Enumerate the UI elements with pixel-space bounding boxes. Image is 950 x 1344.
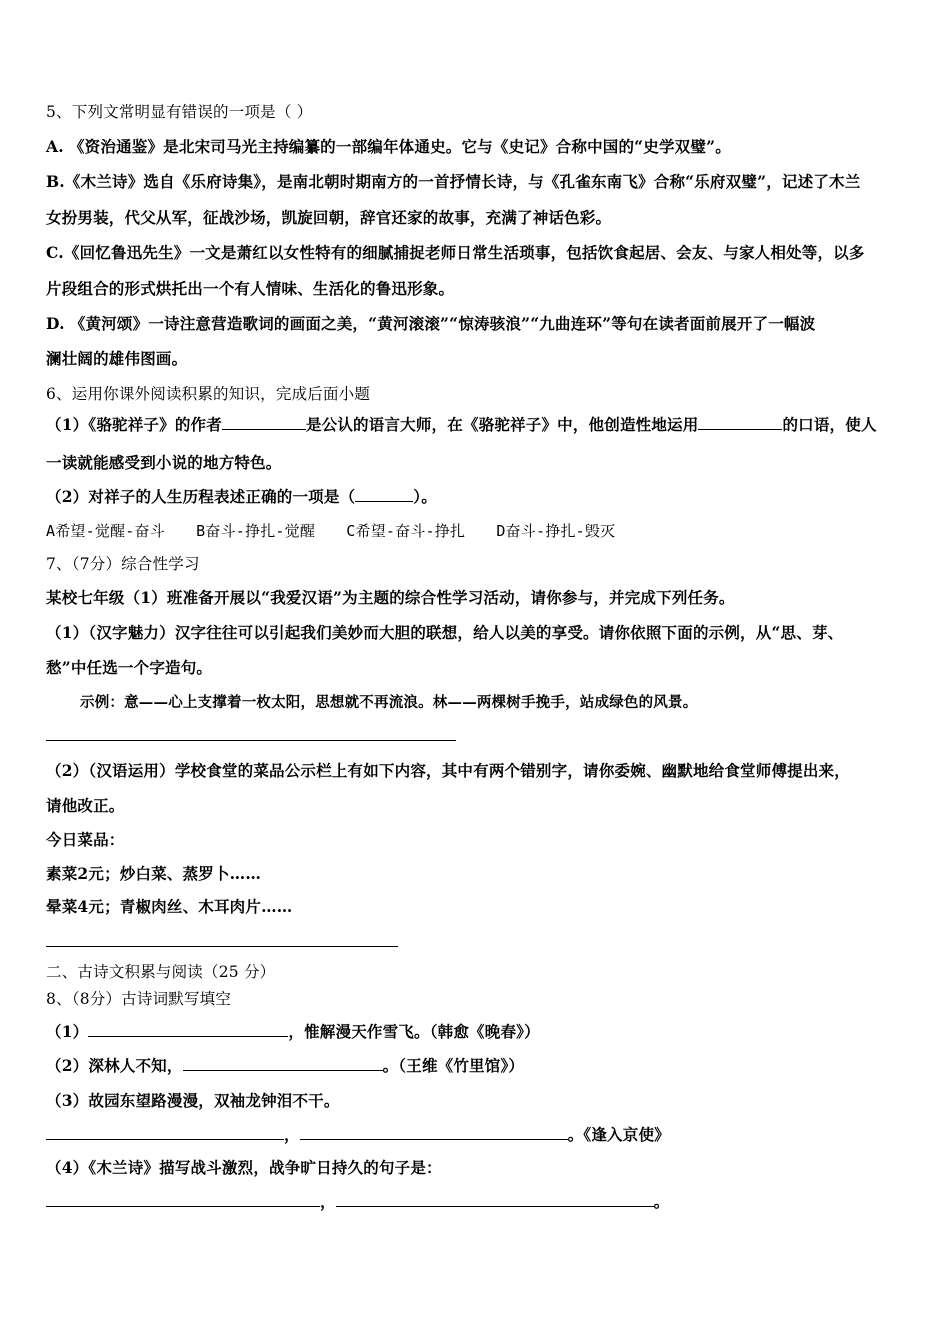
q7-stem: 7、（7分）综合性学习 (46, 555, 200, 573)
option-letter: D. (46, 314, 65, 333)
q8-sub1 (46, 1021, 910, 1043)
option-letter: C. (46, 243, 64, 262)
q8-sub2-suffix: 。（王维《竹里馆》） (382, 1056, 525, 1075)
option-text: 《资治通鉴》是北宋司马光主持编纂的一部编年体通史。它与《史记》合称中国的“史学双璧”。 (68, 137, 731, 156)
q8-sub4-answer (46, 1191, 910, 1213)
poem-blank[interactable] (183, 1056, 383, 1071)
period: 。 (653, 1192, 670, 1211)
option-letter: A. (46, 137, 64, 156)
author-blank[interactable] (222, 415, 306, 430)
menu-title: 今日菜品： (46, 830, 125, 849)
poem-blank[interactable] (46, 1125, 284, 1140)
q8-sub3: （3）故园东望路漫漫，双袖龙钟泪不干。 (46, 1091, 340, 1110)
q7-sub2-cont: 请他改正。 (46, 796, 125, 815)
q5-option-d-cont: 澜壮阔的雄伟图画。 (46, 349, 188, 368)
q7-sub1-cont: 愁”中任选一个字造句。 (46, 658, 213, 677)
answer-line[interactable] (46, 740, 456, 741)
choice-a[interactable]: A希望-觉醒-奋斗 (46, 522, 165, 540)
q7-sub2: （2）（汉语运用）学校食堂的菜品公示栏上有如下内容，其中有两个错别字，请你委婉、幽默地给食堂师傅提出来， (46, 761, 850, 780)
option-text: 《黄河颂》一诗注意营造歌词的画面之美，“黄河滚滚”“惊涛骇浪”“九曲连环”等句在读者面前展开了一幅波 (69, 314, 816, 333)
q7-intro: 某校七年级（1）班准备开展以“我爱汉语”为主题的综合性学习活动，请你参与，并完成下列任务。 (46, 588, 735, 607)
q7-example: 示例：意——心上支撑着一枚太阳，思想就不再流浪。林——两棵树手挽手，站成绿色的风景。 (80, 694, 698, 711)
section-title: 二、古诗文积累与阅读（25 分） (46, 963, 276, 981)
option-text: 《回忆鲁迅先生》一文是萧红以女性特有的细腻捕捉老师日常生活琐事，包括饮食起居、会友、与家人相处等，以多 (63, 243, 865, 262)
dialect-blank[interactable] (698, 415, 782, 430)
comma: ， (284, 1125, 300, 1144)
q8-sub2-prefix: （2）深林人不知， (46, 1056, 183, 1075)
q5-option-d (46, 313, 910, 335)
q5-option-b (46, 171, 910, 193)
comma: ， (320, 1192, 336, 1211)
poem-blank[interactable] (336, 1192, 654, 1207)
q6-sub1-text-c: 的口语，使人 (782, 415, 877, 434)
menu-line-1: 素菜2元；炒白菜、蒸罗卜…… (46, 864, 262, 883)
q6-sub1-text-a: （1）《骆驼祥子》的作者 (46, 415, 222, 434)
choice-c[interactable]: C希望-奋斗-挣扎 (346, 522, 466, 540)
q6-sub1-text-b: 是公认的语言大师，在《骆驼祥子》中，他创造性地运用 (305, 415, 699, 434)
answer-line[interactable] (46, 946, 398, 947)
q5-option-b-cont: 女扮男装，代父从军，征战沙场，凯旋回朝，辞官还家的故事，充满了神话色彩。 (46, 208, 612, 227)
option-text: 《木兰诗》选自《乐府诗集》，是南北朝时期南方的一首抒情长诗，与《孔雀东南飞》合称“乐府双璧”，记述了木兰 (64, 172, 861, 191)
q6-choices (46, 520, 910, 542)
q8-sub3-suffix: 。《逢入京使》 (567, 1125, 670, 1144)
q8-sub1-suffix: ，惟解漫天作雪飞。（韩愈《晚春》） (288, 1022, 540, 1041)
q8-stem: 8、（8分）古诗词默写填空 (46, 990, 232, 1008)
q5-option-c (46, 242, 910, 264)
poem-blank[interactable] (88, 1022, 288, 1037)
q5-option-c-cont: 片段组合的形式烘托出一个有人情味、生活化的鲁迅形象。 (46, 279, 455, 298)
q8-sub1-prefix: （1） (46, 1022, 89, 1041)
menu-line-2: 晕菜4元；青椒肉丝、木耳肉片…… (46, 897, 293, 916)
q5-option-a (46, 136, 910, 158)
choice-d[interactable]: D奋斗-挣扎-毁灭 (496, 522, 616, 540)
q6-sub2-text-b: ）。 (413, 487, 437, 506)
choice-b[interactable]: B奋斗-挣扎-觉醒 (196, 522, 316, 540)
q6-stem: 6、运用你课外阅读积累的知识，完成后面小题 (46, 385, 371, 403)
answer-blank[interactable] (355, 487, 413, 502)
q7-sub1: （1）（汉字魅力）汉字往往可以引起我们美妙而大胆的联想，给人以美的享受。请你依照下面的示例，从“思、芽、 (46, 623, 844, 642)
q8-sub3-answer (46, 1124, 910, 1146)
q5-stem: 5、下列文常明显有错误的一项是（ ） (46, 103, 313, 121)
q6-sub1 (46, 414, 910, 436)
option-letter: B. (46, 172, 65, 191)
q8-sub4: （4）《木兰诗》描写战斗激烈，战争旷日持久的句子是： (46, 1158, 442, 1177)
q6-sub2-text-a: （2）对祥子的人生历程表述正确的一项是（ (46, 487, 356, 506)
poem-blank[interactable] (300, 1125, 568, 1140)
q6-sub1-cont: 一读就能感受到小说的地方特色。 (46, 453, 282, 472)
poem-blank[interactable] (46, 1192, 320, 1207)
q6-sub2 (46, 486, 910, 508)
q8-sub2 (46, 1055, 910, 1077)
